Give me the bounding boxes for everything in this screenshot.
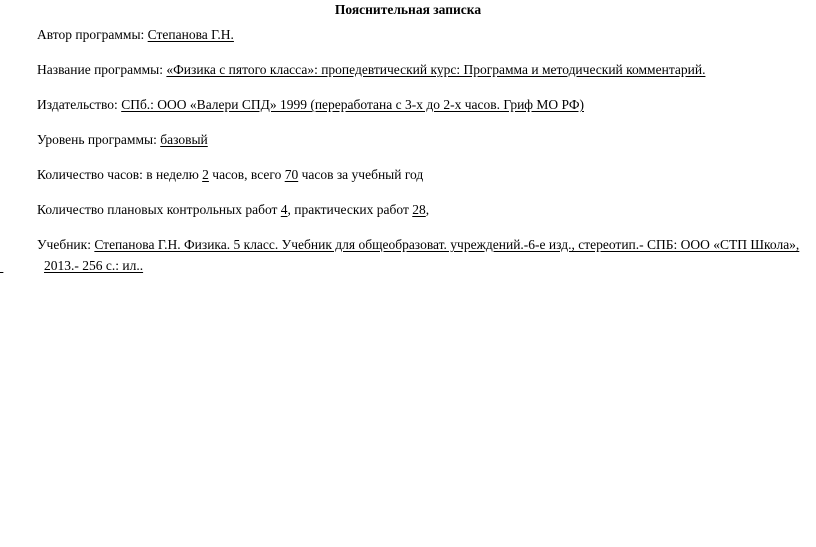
hours-middle: часов, всего (208, 167, 285, 182)
works-prefix: Количество плановых контрольных работ (37, 202, 281, 217)
textbook-value-line2: 2013.- 256 с.: ил.. (44, 258, 144, 273)
textbook-line (37, 237, 799, 253)
works-suffix: , (425, 202, 430, 217)
hours-per-week: 2 (202, 167, 209, 182)
publisher-label: Издательство: (37, 97, 122, 112)
level-line (37, 132, 208, 148)
document-title: Пояснительная записка (334, 2, 482, 17)
textbook-value-line1: Степанова Г.Н. Физика. 5 класс. Учебник для общеобразоват. учреждений.-6-е изд., стереотип.- СПБ: ООО «СТП Школа», (94, 237, 800, 252)
level-label: Уровень программы: (37, 132, 161, 147)
hours-suffix: часов за учебный год (298, 167, 424, 182)
publisher-line (37, 97, 584, 113)
textbook-label: Учебник: (37, 237, 95, 252)
level-value: базовый (160, 132, 208, 147)
textbook-line-continued (0, 258, 143, 274)
works-control: 4 (280, 202, 288, 217)
hours-total: 70 (284, 167, 299, 182)
author-label: Автор программы: (37, 27, 148, 42)
program-name-label: Название программы: (37, 62, 167, 77)
hours-line (37, 167, 423, 183)
program-name-value: «Физика с пятого класса»: пропедевтический курс: Программа и методический комментарий. (166, 62, 706, 77)
author-value: Степанова Г.Н. (147, 27, 234, 42)
works-middle: , практических работ (287, 202, 413, 217)
works-practical: 28 (412, 202, 426, 217)
author-line (37, 27, 234, 43)
hours-prefix: Количество часов: в неделю (37, 167, 203, 182)
publisher-value: СПб.: ООО «Валери СПД» 1999 (переработана с 3-х до 2-х часов. Гриф МО РФ) (121, 97, 584, 112)
textbook-indent (0, 258, 44, 274)
program-name-line (37, 62, 705, 78)
works-line (37, 202, 429, 218)
